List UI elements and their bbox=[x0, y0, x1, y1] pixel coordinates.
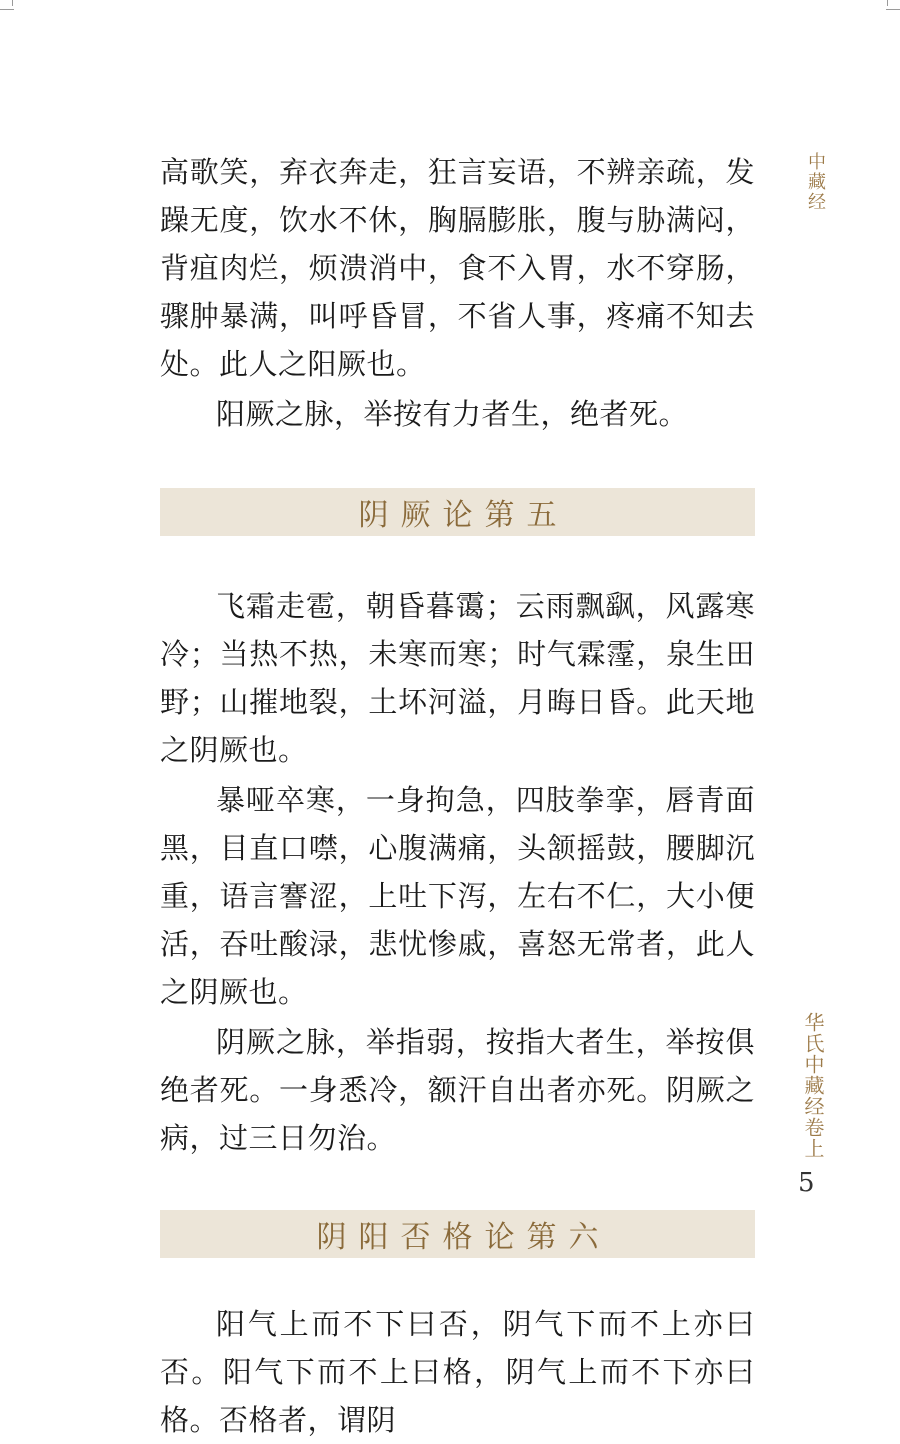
paragraph: 高歌笑，弃衣奔走，狂言妄语，不辨亲疏，发躁无度，饮水不休，胸膈膨胀，腹与胁满闷，背疽肉烂，烦溃消中，食不入胃，水不穿肠，骤肿暴满，叫呼昏冒，不省人事，疼痛不知去处。此人之阳厥也。 bbox=[160, 155, 755, 381]
running-header-short: 中藏经 bbox=[805, 152, 826, 212]
crop-mark-right bbox=[886, 9, 900, 10]
crop-mark-top-left bbox=[12, 0, 13, 6]
crop-mark-left bbox=[0, 9, 14, 10]
paragraph: 阴厥之脉，举指弱，按指大者生，举按俱绝者死。一身悉冷，额汗自出者亦死。阴厥之病，过三日勿治。 bbox=[160, 1025, 755, 1155]
paragraph: 阳气上而不下曰否，阴气下而不上亦曰否。阳气下而不上曰格，阴气上而不下亦曰格。否格者，谓阴 bbox=[160, 1307, 755, 1437]
section-heading bbox=[160, 1210, 755, 1258]
crop-mark-top-right bbox=[887, 0, 888, 6]
section-title: 阴阳否格论第六 bbox=[316, 1220, 611, 1255]
page-number: 5 bbox=[798, 1168, 815, 1198]
section-title: 阴厥论第五 bbox=[358, 498, 569, 533]
page-body bbox=[160, 148, 755, 1444]
paragraph: 暴哑卒寒，一身拘急，四肢拳挛，唇青面黑，目直口噤，心腹满痛，头颔摇鼓，腰脚沉重，语言謇涩，上吐下泻，左右不仁，大小便活，吞吐酸渌，悲忧惨戚，喜怒无常者，此人之阴厥也。 bbox=[160, 783, 755, 1009]
section-heading bbox=[160, 488, 755, 536]
paragraph: 阳厥之脉，举按有力者生，绝者死。 bbox=[216, 397, 689, 431]
running-header-book-title: 华氏中藏经卷上 bbox=[801, 1012, 825, 1159]
paragraph: 飞霜走雹，朝昏暮霭；云雨飘飖，风露寒冷；当热不热，未寒而寒；时气霖霪，泉生田野；山摧地裂，土坏河溢，月晦日昏。此天地之阴厥也。 bbox=[160, 589, 755, 767]
